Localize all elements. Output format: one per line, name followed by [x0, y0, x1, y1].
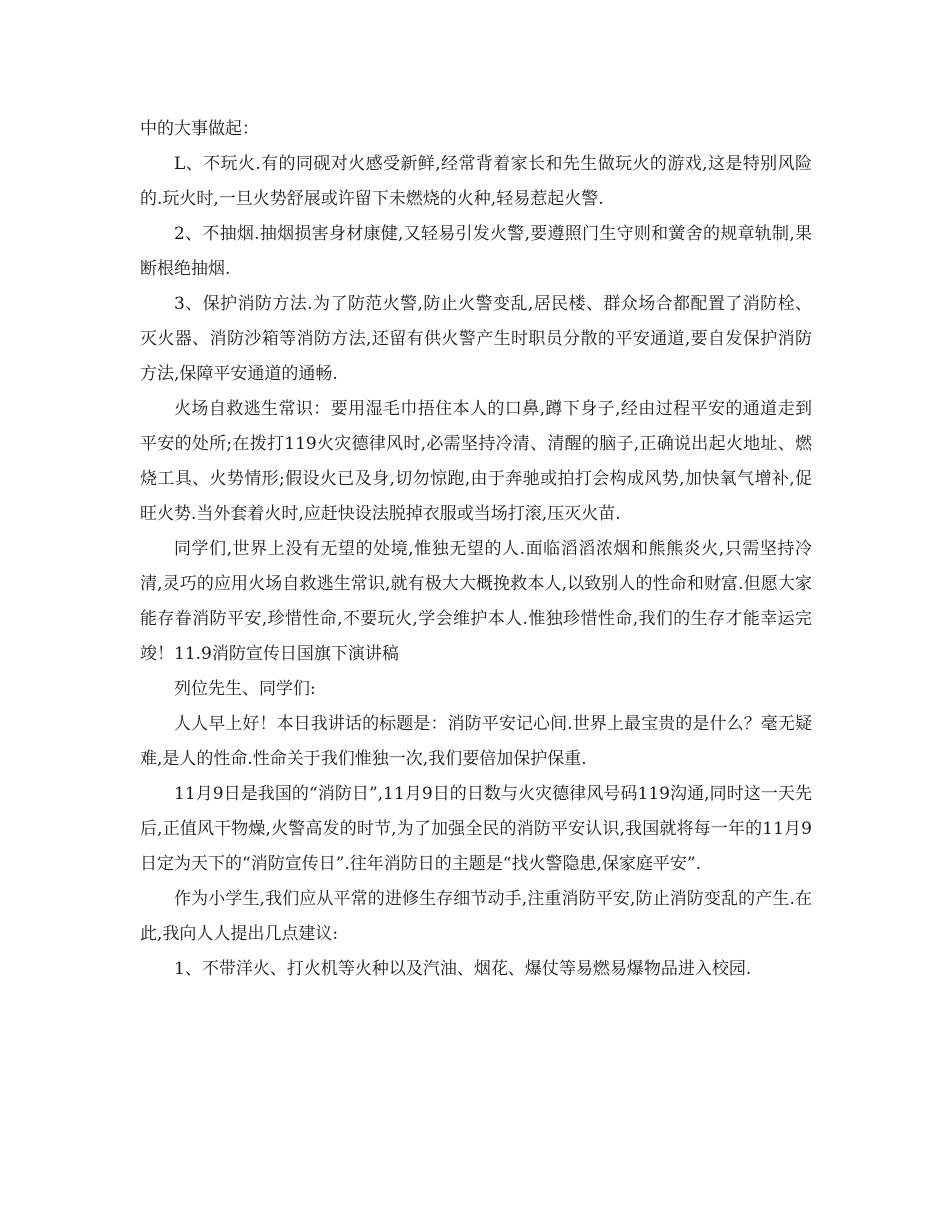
paragraph-5: 火场自救逃生常识：要用湿毛巾捂住本人的口鼻,蹲下身子,经由过程平安的通道走到平安的处所;在拨打119火灾德律风时,必需坚持冷清、清醒的脑子,正确说出起火地址、燃烧工具、火势情形;假设火已及身,切勿惊跑,由于奔驰或拍打会构成风势,加快氧气增补,促旺火势.当外套着火时,应赶快设法脱掉衣服或当场打滚,压灭火苗.	[140, 399, 812, 524]
paragraph-9: 11月9日是我国的“消防日”,11月9日的日数与火灾德律风号码119沟通,同时这一天先后,正值风干物燥,火警高发的时节,为了加强全民的消防平安认识,我国就将每一年的11月9日定为天下的“消防宣传日”.往年消防日的主题是“找火警隐患,保家庭平安”.	[140, 784, 812, 874]
paragraph-2: L、不玩火.有的同砚对火感受新鲜,经常背着家长和先生做玩火的游戏,这是特别风险的.玩火时,一旦火势舒展或许留下未燃烧的火种,轻易惹起火警.	[140, 154, 812, 209]
document-body	[140, 112, 812, 987]
paragraph-8: 人人早上好！本日我讲话的标题是：消防平安记心间.世界上最宝贵的是什么？毫无疑难,是人的性命.性命关于我们惟独一次,我们要倍加保护保重.	[140, 714, 812, 769]
paragraph-1: 中的大事做起：	[140, 119, 259, 139]
paragraph-10: 作为小学生,我们应从平常的进修生存细节动手,注重消防平安,防止消防变乱的产生.在此,我向人人提出几点建议:	[140, 889, 812, 944]
paragraph-6: 同学们,世界上没有无望的处境,惟独无望的人.面临滔滔浓烟和熊熊炎火,只需坚持冷清,灵巧的应用火场自救逃生常识,就有极大大概挽救本人,以致别人的性命和财富.但愿大家能存眷消防平安,珍惜性命,不要玩火,学会维护本人.惟独珍惜性命,我们的生存才能幸运完竣！11.9消防宣传日国旗下演讲稿	[140, 539, 812, 664]
paragraph-3: 2、不抽烟.抽烟损害身材康健,又轻易引发火警,要遵照门生守则和黉舍的规章轨制,果断根绝抽烟.	[140, 224, 812, 279]
paragraph-7: 列位先生、同学们:	[174, 679, 316, 699]
paragraph-4: 3、保护消防方法.为了防范火警,防止火警变乱,居民楼、群众场合都配置了消防栓、灭火器、消防沙箱等消防方法,还留有供火警产生时职员分散的平安通道,要自发保护消防方法,保障平安通道的通畅.	[140, 294, 812, 384]
paragraph-11: 1、不带洋火、打火机等火种以及汽油、烟花、爆仗等易燃易爆物品进入校园.	[174, 959, 752, 979]
